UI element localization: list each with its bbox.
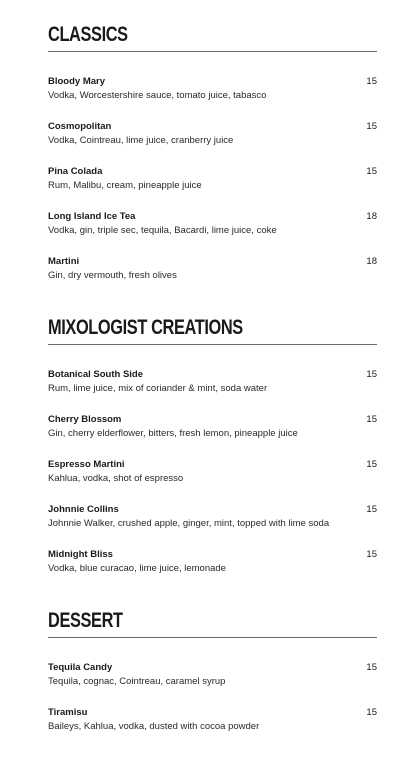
menu-item	[48, 548, 377, 576]
item-description: Vodka, gin, triple sec, tequila, Bacardi, lime juice, coke	[48, 225, 277, 236]
menu-item	[48, 458, 377, 486]
section-title: CLASSICS	[48, 23, 128, 46]
item-name: Martini	[48, 256, 80, 267]
item-description: Tequila, cognac, Cointreau, caramel syrup	[48, 676, 226, 687]
item-name: Botanical South Side	[48, 369, 144, 380]
section-classics	[48, 22, 377, 283]
item-price: 15	[366, 662, 377, 673]
item-price: 15	[366, 459, 377, 470]
item-description: Rum, lime juice, mix of coriander & mint, soda water	[48, 383, 268, 394]
item-name: Tiramisu	[48, 707, 88, 718]
item-price: 15	[366, 166, 377, 177]
item-price: 15	[366, 504, 377, 515]
item-price: 18	[366, 211, 377, 222]
menu-item	[48, 413, 377, 441]
menu-item	[48, 210, 377, 238]
menu-item	[48, 75, 377, 103]
item-price: 15	[366, 121, 377, 132]
section-mixologist-creations	[48, 315, 377, 576]
menu-item	[48, 165, 377, 193]
item-name: Pina Colada	[48, 166, 103, 177]
item-price: 15	[366, 549, 377, 560]
item-price: 15	[366, 414, 377, 425]
menu-item	[48, 368, 377, 396]
item-description: Gin, cherry elderflower, bitters, fresh lemon, pineapple juice	[48, 428, 298, 439]
item-name: Johnnie Collins	[48, 504, 119, 515]
item-description: Rum, Malibu, cream, pineapple juice	[48, 180, 202, 191]
item-description: Johnnie Walker, crushed apple, ginger, mint, topped with lime soda	[48, 518, 330, 529]
item-price: 15	[366, 76, 377, 87]
section-divider	[48, 51, 377, 52]
item-description: Vodka, blue curacao, lime juice, lemonade	[48, 563, 226, 574]
item-description: Vodka, Cointreau, lime juice, cranberry juice	[48, 135, 234, 146]
item-name: Tequila Candy	[48, 662, 113, 673]
item-description: Gin, dry vermouth, fresh olives	[48, 270, 177, 281]
section-title: MIXOLOGIST CREATIONS	[48, 316, 243, 339]
item-name: Cherry Blossom	[48, 414, 122, 425]
item-description: Kahlua, vodka, shot of espresso	[48, 473, 184, 484]
menu-item	[48, 503, 377, 531]
item-price: 15	[366, 369, 377, 380]
menu-item	[48, 120, 377, 148]
item-description: Baileys, Kahlua, vodka, dusted with cocoa powder	[48, 721, 260, 732]
item-name: Cosmopolitan	[48, 121, 112, 132]
item-name: Long Island Ice Tea	[48, 211, 136, 222]
item-name: Midnight Bliss	[48, 549, 113, 560]
section-dessert	[48, 608, 377, 734]
menu-item	[48, 255, 377, 283]
menu-item	[48, 706, 377, 734]
menu-item	[48, 661, 377, 689]
section-title: DESSERT	[48, 609, 123, 632]
item-name: Espresso Martini	[48, 459, 125, 470]
section-divider	[48, 344, 377, 345]
drinks-menu	[48, 22, 377, 766]
item-description: Vodka, Worcestershire sauce, tomato juice, tabasco	[48, 90, 267, 101]
item-name: Bloody Mary	[48, 76, 106, 87]
section-divider	[48, 637, 377, 638]
item-price: 18	[366, 256, 377, 267]
item-price: 15	[366, 707, 377, 718]
